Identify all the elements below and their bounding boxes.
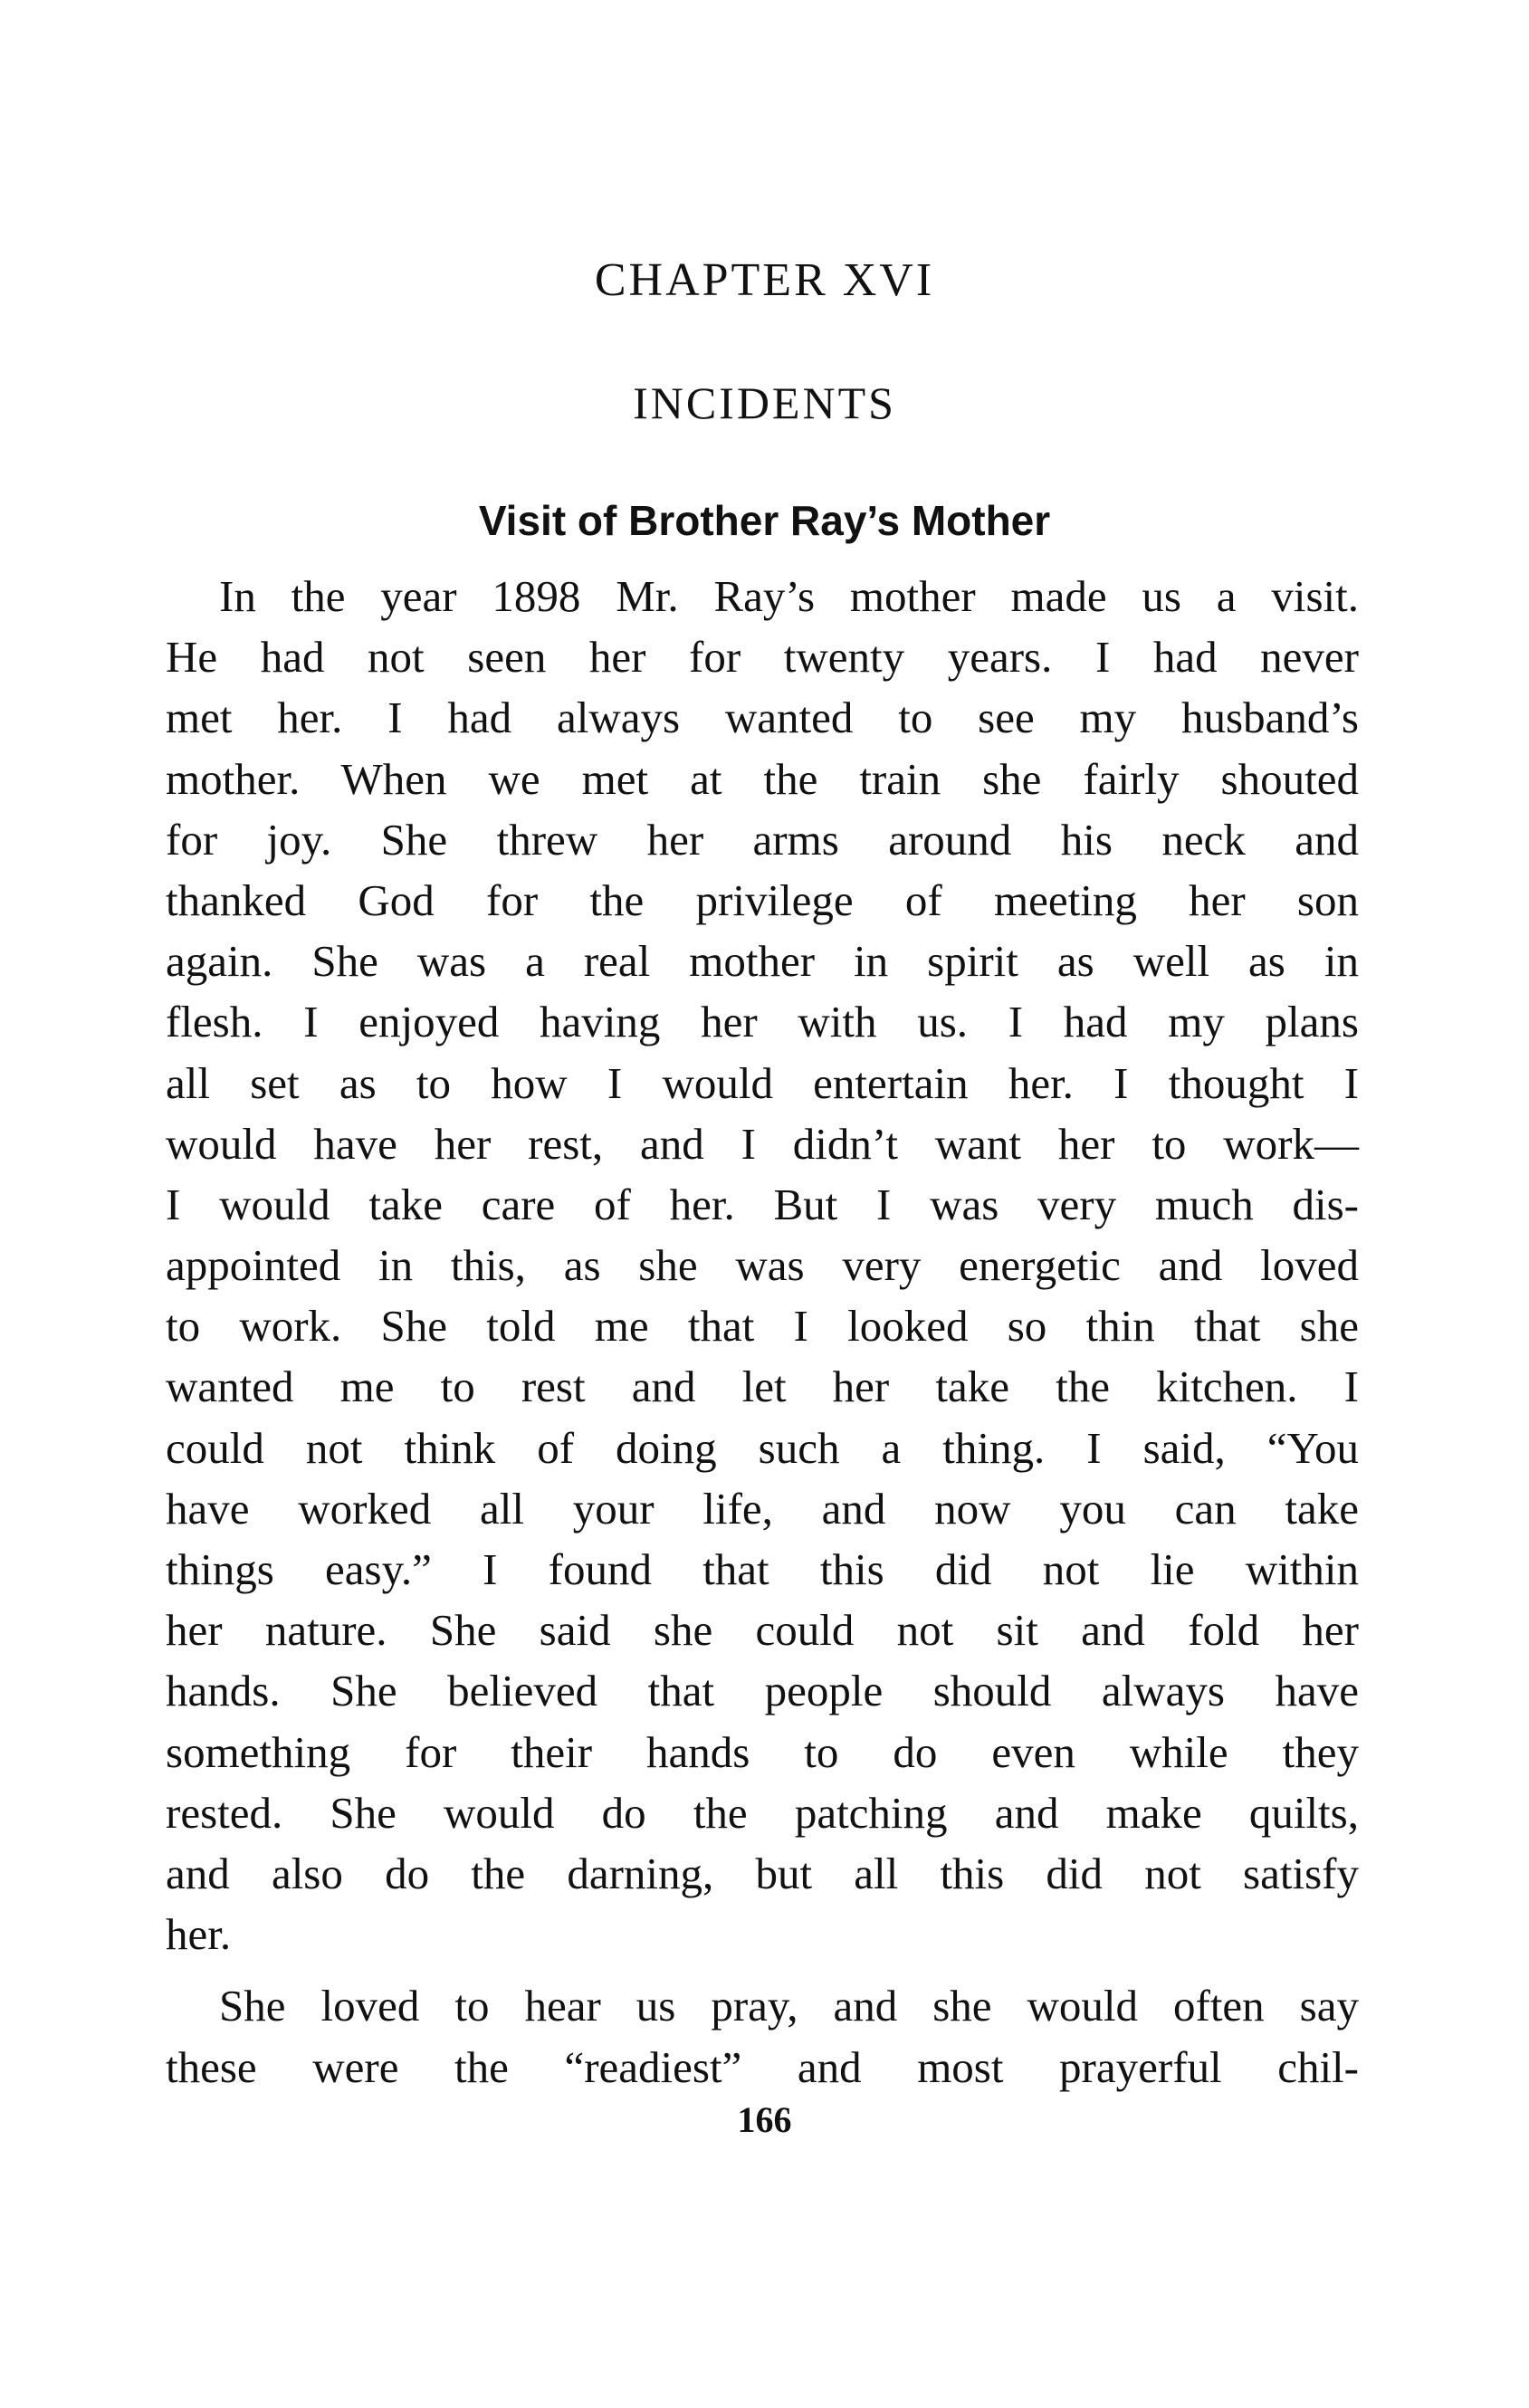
body-text	[166, 566, 1359, 2097]
text-line: to work. She told me that I looked so thin that she	[166, 1301, 1359, 1352]
text-line: for joy. She threw her arms around his neck and	[166, 814, 1359, 865]
page-number: 166	[737, 2099, 792, 2140]
text-line: He had not seen her for twenty years. I had never	[166, 632, 1359, 683]
text-line: all set as to how I would entertain her. I thought I	[166, 1057, 1359, 1108]
text-line: thanked God for the privilege of meeting her son	[166, 874, 1359, 925]
text-line: have worked all your life, and now you can take	[166, 1483, 1359, 1534]
text-line: these were the “readiest” and most prayerful chil-	[166, 2041, 1359, 2092]
text-line: flesh. I enjoyed having her with us. I had my plans	[166, 997, 1359, 1047]
text-line: her nature. She said she could not sit and fold her	[166, 1605, 1359, 1656]
text-line: rested. She would do the patching and make quilts,	[166, 1787, 1359, 1838]
text-line: met her. I had always wanted to see my husband’s	[166, 693, 1359, 743]
text-line: In the year 1898 Mr. Ray’s mother made us a visit.	[219, 571, 1359, 621]
text-line: could not think of doing such a thing. I said, “You	[166, 1422, 1359, 1473]
text-line: again. She was a real mother in spirit as well as in	[166, 936, 1359, 987]
chapter-number: CHAPTER XVI	[594, 254, 935, 306]
text-line: her.	[166, 1909, 232, 1960]
text-line: something for their hands to do even while they	[166, 1726, 1359, 1777]
text-line: hands. She believed that people should always have	[166, 1666, 1359, 1716]
text-line: appointed in this, as she was very energetic and loved	[166, 1240, 1359, 1291]
section-heading: Visit of Brother Ray’s Mother	[478, 497, 1051, 544]
text-line: things easy.” I found that this did not lie within	[166, 1544, 1359, 1594]
text-line: would have her rest, and I didn’t want her to work—	[166, 1118, 1359, 1169]
text-line: She loved to hear us pray, and she would often say	[219, 1981, 1359, 2031]
text-line: wanted me to rest and let her take the kitchen. I	[166, 1362, 1359, 1412]
text-line: and also do the darning, but all this did not satisfy	[166, 1848, 1359, 1898]
text-line: mother. When we met at the train she fairly shouted	[166, 753, 1359, 804]
chapter-title: INCIDENTS	[633, 377, 896, 428]
text-line: I would take care of her. But I was very much dis-	[166, 1179, 1359, 1229]
